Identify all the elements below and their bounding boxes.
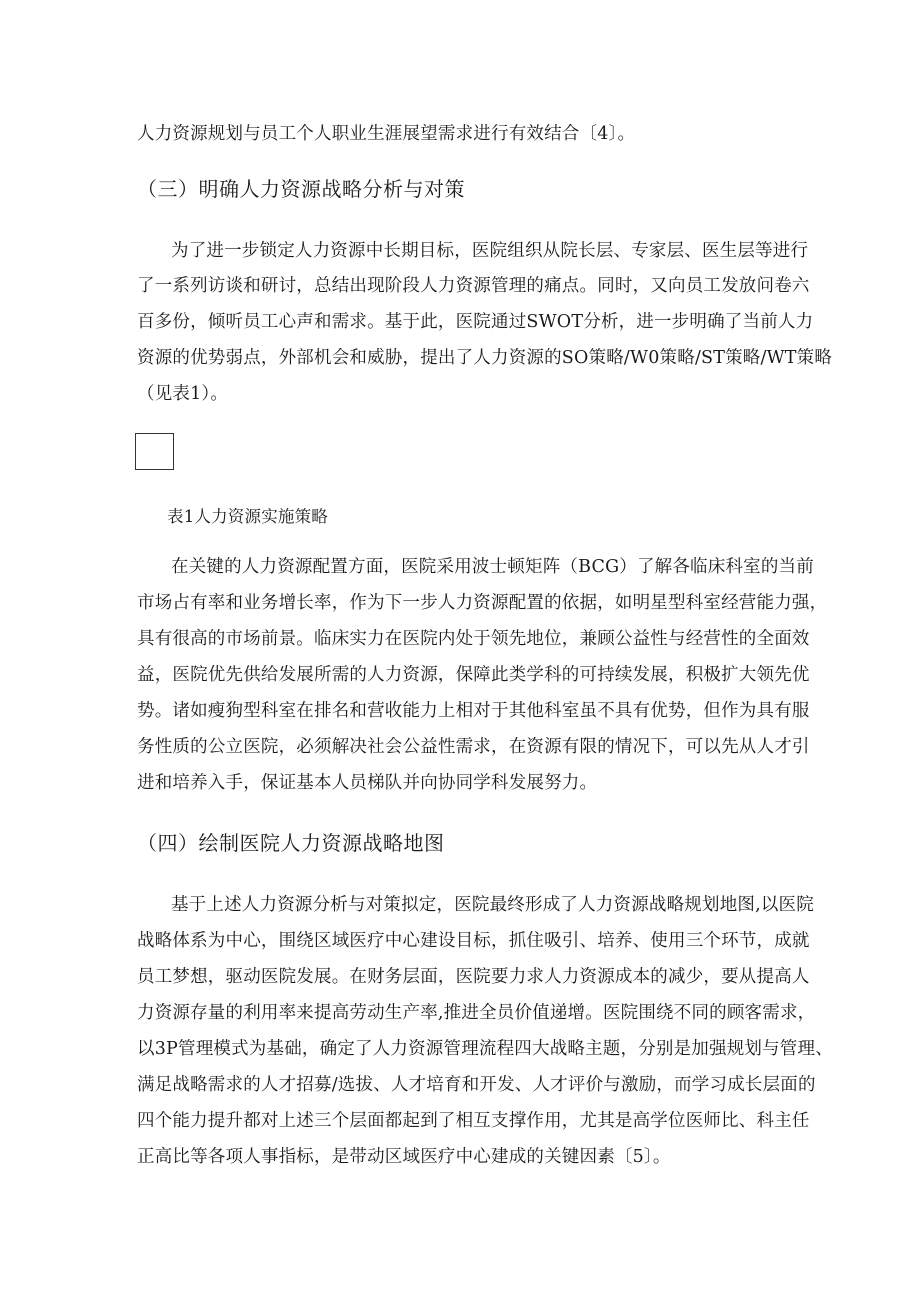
paragraph-line: 势。诸如瘦狗型科室在排名和营收能力上相对于其他科室虽不具有优势，但作为具有服 bbox=[137, 701, 810, 721]
paragraph-line: 资源的优势弱点，外部机会和威胁，提出了人力资源的SO策略/W0策略/ST策略/WT策略 bbox=[137, 348, 833, 368]
paragraph-line: （见表1）。 bbox=[137, 384, 229, 404]
paragraph-line: 为了进一步锁定人力资源中长期目标，医院组织从院长层、专家层、医生层等进行 bbox=[171, 241, 809, 261]
paragraph-continuation: 人力资源规划与员工个人职业生涯展望需求进行有效结合〔4〕。 bbox=[137, 124, 636, 144]
paragraph-line: 以3P管理模式为基础，确定了人力资源管理流程四大战略主题，分别是加强规划与管理、 bbox=[137, 1039, 833, 1059]
paragraph-line: 基于上述人力资源分析与对策拟定，医院最终形成了人力资源战略规划地图,以医院 bbox=[171, 895, 814, 915]
paragraph-line: 员工梦想，驱动医院发展。在财务层面，医院要力求人力资源成本的减少，要从提高人 bbox=[137, 967, 810, 987]
missing-table-image-placeholder bbox=[135, 433, 174, 470]
paragraph-line: 益，医院优先供给发展所需的人力资源，保障此类学科的可持续发展，积极扩大领先优 bbox=[137, 665, 810, 685]
paragraph-line: 进和培养入手，保证基本人员梯队并向协同学科发展努力。 bbox=[137, 773, 598, 793]
paragraph-line: 四个能力提升都对上述三个层面都起到了相互支撑作用，尤其是高学位医师比、科主任 bbox=[137, 1111, 810, 1131]
paragraph-line: 在关键的人力资源配置方面，医院采用波士顿矩阵（BCG）了解各临床科室的当前 bbox=[171, 557, 814, 577]
paragraph-line: 具有很高的市场前景。临床实力在医院内处于领先地位，兼顾公益性与经营性的全面效 bbox=[137, 629, 810, 649]
paragraph-line: 正高比等各项人事指标，是带动区域医疗中心建成的关键因素〔5〕。 bbox=[137, 1147, 671, 1167]
table-caption: 表1人力资源实施策略 bbox=[167, 507, 328, 526]
section-heading-4: （四）绘制医院人力资源战略地图 bbox=[137, 831, 445, 855]
section-heading-3: （三）明确人力资源战略分析与对策 bbox=[137, 177, 465, 201]
paragraph-line: 力资源存量的利用率来提高劳动生产率,推进全员价值递增。医院围绕不同的顾客需求， bbox=[137, 1003, 816, 1023]
paragraph-line: 战略体系为中心，围绕区域医疗中心建设目标，抓住吸引、培养、使用三个环节，成就 bbox=[137, 931, 810, 951]
paragraph-line: 百多份，倾听员工心声和需求。基于此，医院通过SWOT分析，进一步明确了当前人力 bbox=[137, 312, 814, 332]
paragraph-line: 市场占有率和业务增长率，作为下一步人力资源配置的依据，如明星型科室经营能力强， bbox=[137, 593, 828, 613]
paragraph-line: 务性质的公立医院，必须解决社会公益性需求，在资源有限的情况下，可以先从人才引 bbox=[137, 737, 810, 757]
paragraph-line: 了一系列访谈和研讨，总结出现阶段人力资源管理的痛点。同时，又向员工发放问卷六 bbox=[137, 276, 810, 296]
paragraph-line: 满足战略需求的人才招募/选拔、人才培育和开发、人才评价与激励，而学习成长层面的 bbox=[137, 1075, 816, 1095]
